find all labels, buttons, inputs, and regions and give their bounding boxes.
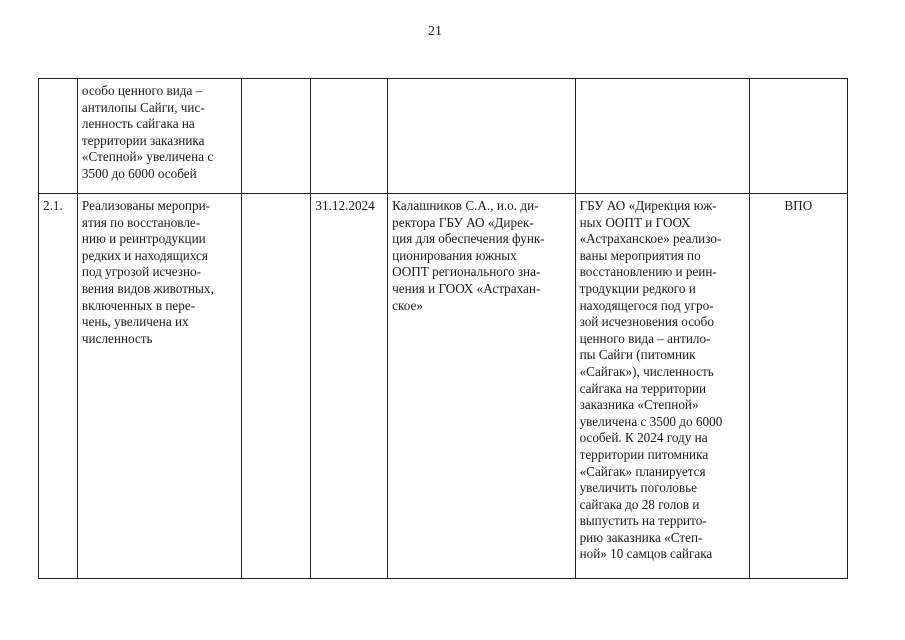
result-line: «Сайгак»), численность: [579, 363, 714, 379]
cell-source: [749, 194, 847, 579]
cell-description-continuation: [77, 79, 241, 194]
desc-line: редких и находящихся: [81, 247, 208, 263]
desc-line: чень, увеличена их: [81, 314, 189, 330]
desc-line: вения видов животных,: [81, 280, 214, 296]
table-row-2-1: [39, 194, 848, 579]
desc-line: «Степной» увеличена с: [81, 149, 214, 165]
deadline-date: 31.12.2024: [315, 198, 375, 213]
result-line: «Сайгак» планируется: [579, 463, 706, 479]
responsible-line: ООПТ регионального зна-: [392, 264, 541, 280]
desc-line: ленность сайгака на: [81, 116, 195, 132]
funding-source: ВПО: [784, 198, 813, 213]
desc-line: ятия по восстановле-: [81, 214, 201, 230]
result-line: находящегося под угро-: [579, 297, 714, 313]
result-line: «Астраханское» реализо-: [579, 231, 722, 247]
desc-line: нию и реинтродукции: [81, 231, 206, 247]
cell-number-empty: [39, 79, 78, 194]
desc-line: 3500 до 6000 особей: [81, 165, 197, 181]
cell-result: [575, 194, 749, 579]
cell-responsible-empty: [388, 79, 575, 194]
result-line: ной» 10 самцов сайгака: [579, 546, 713, 562]
cell-responsible: [388, 194, 575, 579]
result-line: тродукции редкого и: [579, 280, 696, 296]
responsible-line: ция для обеспечения функ-: [392, 231, 545, 247]
result-line: рию заказника «Степ-: [579, 529, 703, 545]
result-line: выпустить на террито-: [579, 513, 707, 529]
cell-blank: [241, 194, 311, 579]
page-number: 21: [428, 24, 442, 39]
responsible-line: ское»: [392, 297, 423, 313]
result-line: увеличена с 3500 до 6000: [579, 413, 723, 429]
measures-table: [38, 78, 848, 579]
result-line: увеличить поголовье: [579, 480, 697, 496]
result-line: ГБУ АО «Дирекция юж-: [579, 198, 717, 213]
desc-line: антилопы Сайги, чис-: [81, 99, 205, 115]
result-line: ценного вида – антило-: [579, 330, 711, 346]
row-number: 2.1.: [43, 198, 63, 213]
result-line: сайгака на территории: [579, 380, 707, 396]
result-line: ных ООПТ и ГООХ: [579, 214, 691, 230]
cell-result-empty: [575, 79, 749, 194]
desc-line: территории заказника: [81, 132, 205, 148]
result-line: особей. К 2024 году на: [579, 430, 708, 446]
result-line: пы Сайги (питомник: [579, 347, 696, 363]
responsible-line: ционирования южных: [392, 247, 517, 263]
result-line: ваны мероприятия по: [579, 247, 701, 263]
result-line: территории питомника: [579, 446, 709, 462]
result-line: заказника «Степной»: [579, 397, 699, 413]
table-row-continuation: [39, 79, 848, 194]
responsible-line: ректора ГБУ АО «Дирек-: [392, 214, 534, 230]
result-line: зой исчезновения особо: [579, 314, 714, 330]
desc-line: особо ценного вида –: [81, 83, 203, 98]
desc-line: под угрозой исчезно-: [81, 264, 201, 280]
cell-date-empty: [311, 79, 388, 194]
cell-description: [77, 194, 241, 579]
cell-number: [39, 194, 78, 579]
desc-line: включенных в пере-: [81, 297, 196, 313]
responsible-line: Калашников С.А., и.о. ди-: [392, 198, 539, 213]
cell-source-empty: [749, 79, 847, 194]
result-line: сайгака до 28 голов и: [579, 496, 700, 512]
cell-date: [311, 194, 388, 579]
cell-blank: [241, 79, 311, 194]
desc-line: численность: [81, 330, 153, 346]
desc-line: Реализованы меропри-: [81, 198, 211, 213]
responsible-line: чения и ГООХ «Астрахан-: [392, 280, 541, 296]
result-line: восстановлению и реин-: [579, 264, 717, 280]
